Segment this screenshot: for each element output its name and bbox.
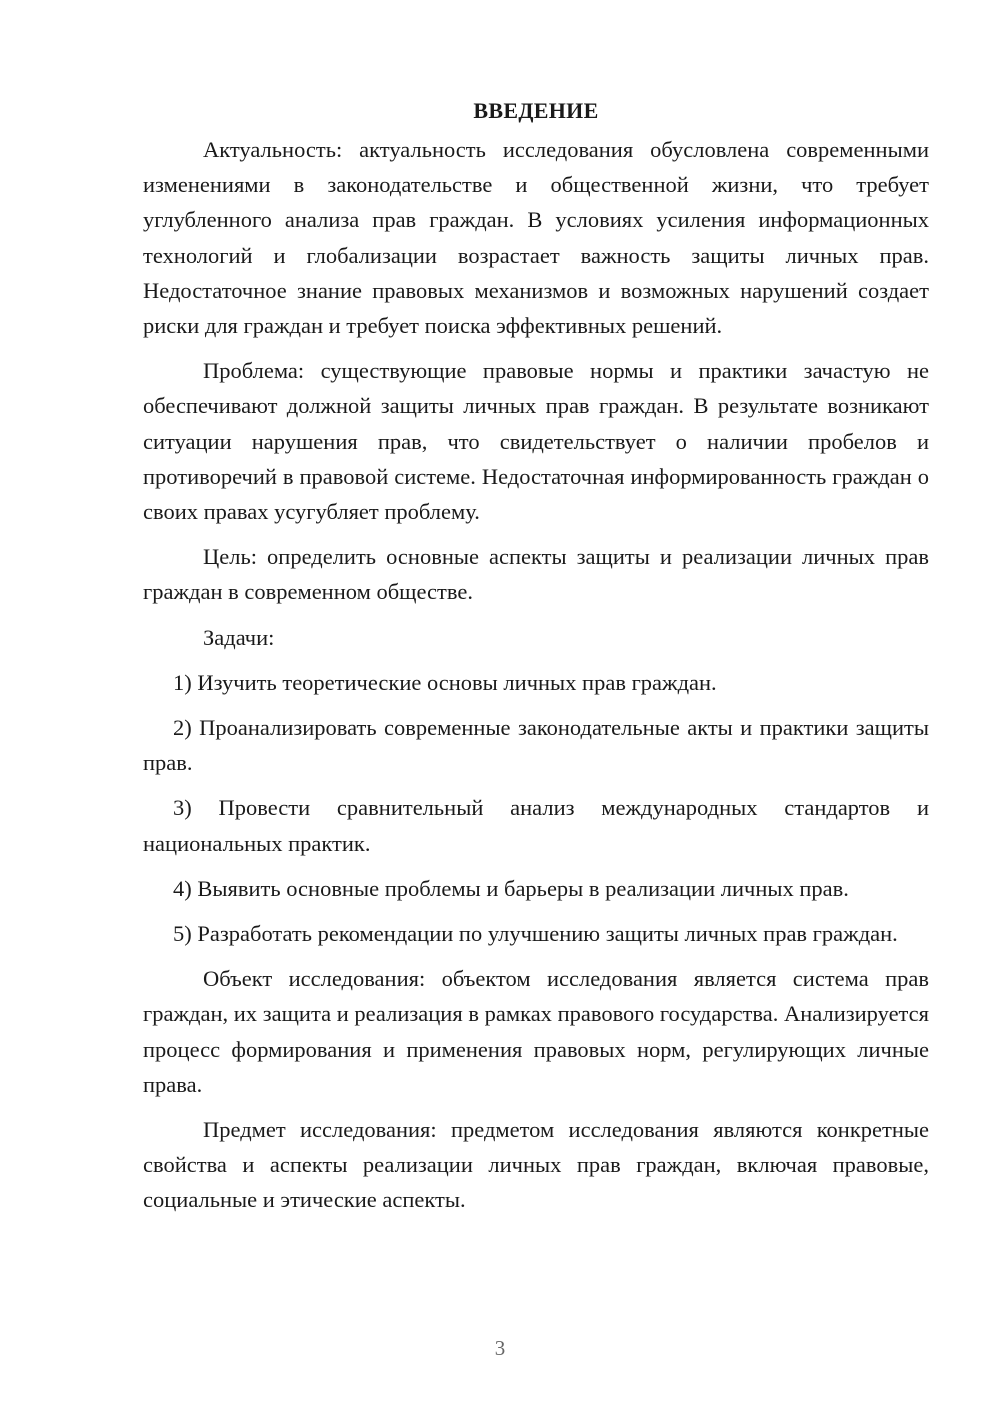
task-item: 5) Разработать рекомендации по улучшению защиты личных прав граждан. — [173, 921, 898, 947]
section-title: ВВЕДЕНИЕ — [473, 98, 599, 123]
tasks-heading: Задачи: — [203, 624, 275, 650]
paragraph-subject: Предмет исследования: предметом исследования являются конкретные свойства и аспекты реализации личных прав граждан, включая правовые, социальные и этические аспекты. — [143, 1117, 929, 1213]
task-item: 1) Изучить теоретические основы личных прав граждан. — [173, 669, 717, 695]
paragraph-goal: Цель: определить основные аспекты защиты и реализации личных прав граждан в современном обществе. — [143, 544, 929, 605]
paragraph-relevance: Актуальность: актуальность исследования обусловлена современными изменениями в законодательстве и общественной жизни, что требует углубленного анализа прав граждан. В условиях усиления информационных технологий и глобализации возрастает важность защиты личных прав. Недостаточное знание правовых механизмов и возможных нарушений создает риски для граждан и требует поиска эффективных решений. — [143, 137, 929, 339]
task-item: 4) Выявить основные проблемы и барьеры в реализации личных прав. — [173, 875, 849, 901]
paragraph-object: Объект исследования: объектом исследования является система прав граждан, их защита и реализация в рамках правового государства. Анализируется процесс формирования и применения правовых норм, регулирующих личные права. — [143, 966, 929, 1097]
task-item: 3) Провести сравнительный анализ международных стандартов и национальных практик. — [143, 795, 929, 856]
paragraph-problem: Проблема: существующие правовые нормы и практики зачастую не обеспечивают должной защиты личных прав граждан. В результате возникают ситуации нарушения прав, что свидетельствует о наличии пробелов и противоречий в правовой системе. Недостаточная информированность граждан о своих правах усугубляет проблему. — [143, 358, 929, 525]
task-item: 2) Проанализировать современные законодательные акты и практики защиты прав. — [143, 715, 929, 776]
page-content — [143, 96, 929, 1218]
page-number: 3 — [494, 1336, 506, 1360]
